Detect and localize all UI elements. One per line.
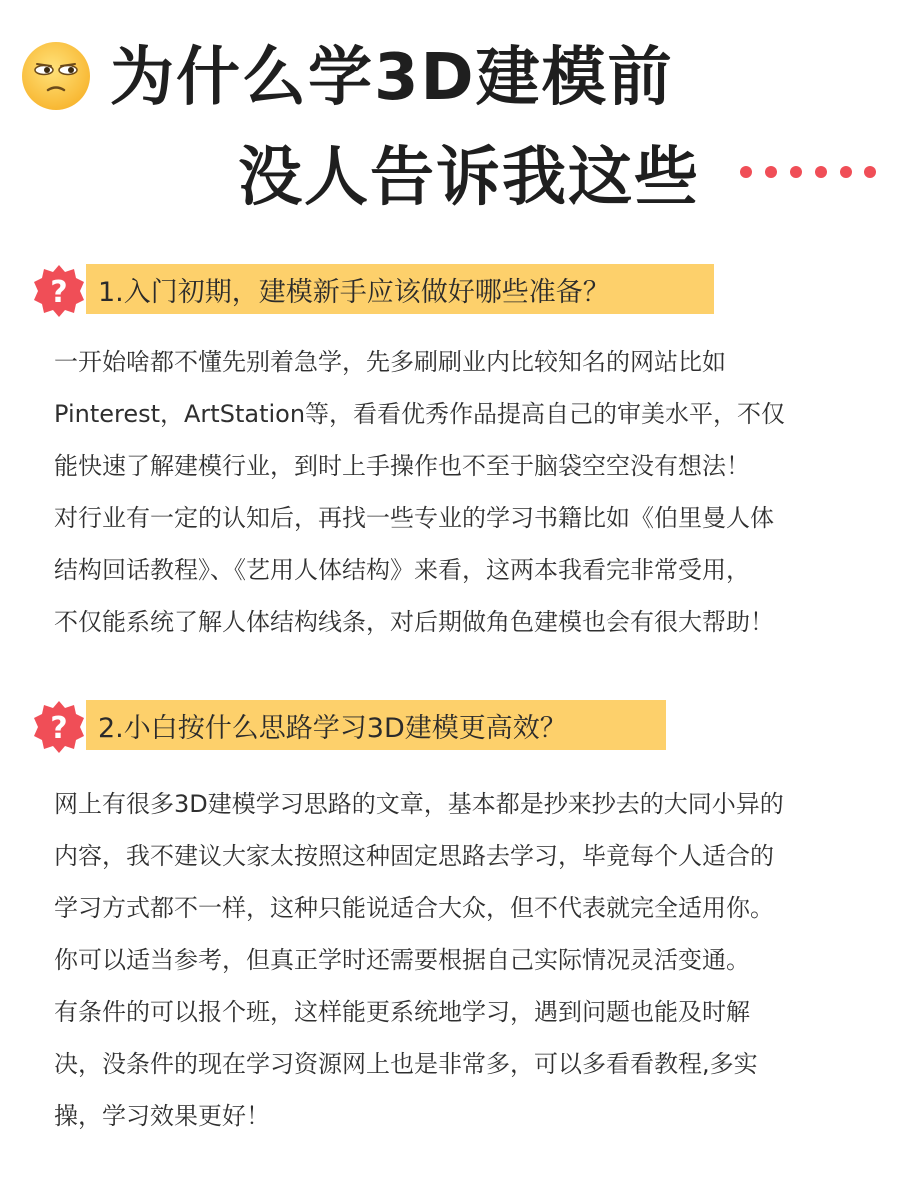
paragraph-line: 有条件的可以报个班，这样能更系统地学习，遇到问题也能及时解 bbox=[54, 998, 750, 1026]
paragraph-line: 不仅能系统了解人体结构线条，对后期做角色建模也会有很大帮助！ bbox=[54, 608, 774, 636]
page-title-line-2: 没人告诉我这些 bbox=[238, 141, 700, 215]
paragraph-line: 操，学习效果更好！ bbox=[54, 1102, 270, 1130]
paragraph-line: 网上有很多3D建模学习思路的文章，基本都是抄来抄去的大同小异的 bbox=[54, 790, 784, 818]
paragraph-line: 对行业有一定的认知后，再找一些专业的学习书籍比如《伯里曼人体 bbox=[54, 504, 774, 532]
paragraph-line: 决，没条件的现在学习资源网上也是非常多，可以多看看教程,多实 bbox=[54, 1050, 758, 1078]
paragraph-line: 一开始啥都不懂先别着急学，先多刷刷业内比较知名的网站比如 bbox=[54, 348, 726, 376]
svg-text:?: ? bbox=[50, 711, 68, 746]
page-title-line-1: 为什么学3D建模前 bbox=[110, 41, 674, 115]
dotted-ellipsis-icon bbox=[738, 162, 878, 182]
section-2-heading: 2.小白按什么思路学习3D建模更高效？ bbox=[86, 700, 666, 750]
unamused-face-icon bbox=[20, 40, 92, 112]
paragraph-line: 结构回话教程》、《艺用人体结构》来看，这两本我看完非常受用， bbox=[54, 556, 750, 584]
section-1-heading: 1.入门初期，建模新手应该做好哪些准备？ bbox=[86, 264, 714, 314]
section-1-header bbox=[32, 264, 692, 314]
section-1-body bbox=[54, 336, 854, 648]
paragraph-line: Pinterest，ArtStation等，看看优秀作品提高自己的审美水平，不仅 bbox=[54, 400, 786, 428]
paragraph-line: 内容，我不建议大家太按照这种固定思路去学习，毕竟每个人适合的 bbox=[54, 842, 774, 870]
section-2-body bbox=[54, 778, 854, 1142]
paragraph-line: 学习方式都不一样，这种只能说适合大众，但不代表就完全适用你。 bbox=[54, 894, 774, 922]
question-badge-icon bbox=[32, 264, 86, 318]
paragraph-line: 你可以适当参考，但真正学时还需要根据自己实际情况灵活变通。 bbox=[54, 946, 750, 974]
svg-text:?: ? bbox=[50, 275, 68, 310]
section-2-header bbox=[32, 700, 692, 750]
question-badge-icon bbox=[32, 700, 86, 754]
paragraph-line: 能快速了解建模行业，到时上手操作也不至于脑袋空空没有想法！ bbox=[54, 452, 750, 480]
